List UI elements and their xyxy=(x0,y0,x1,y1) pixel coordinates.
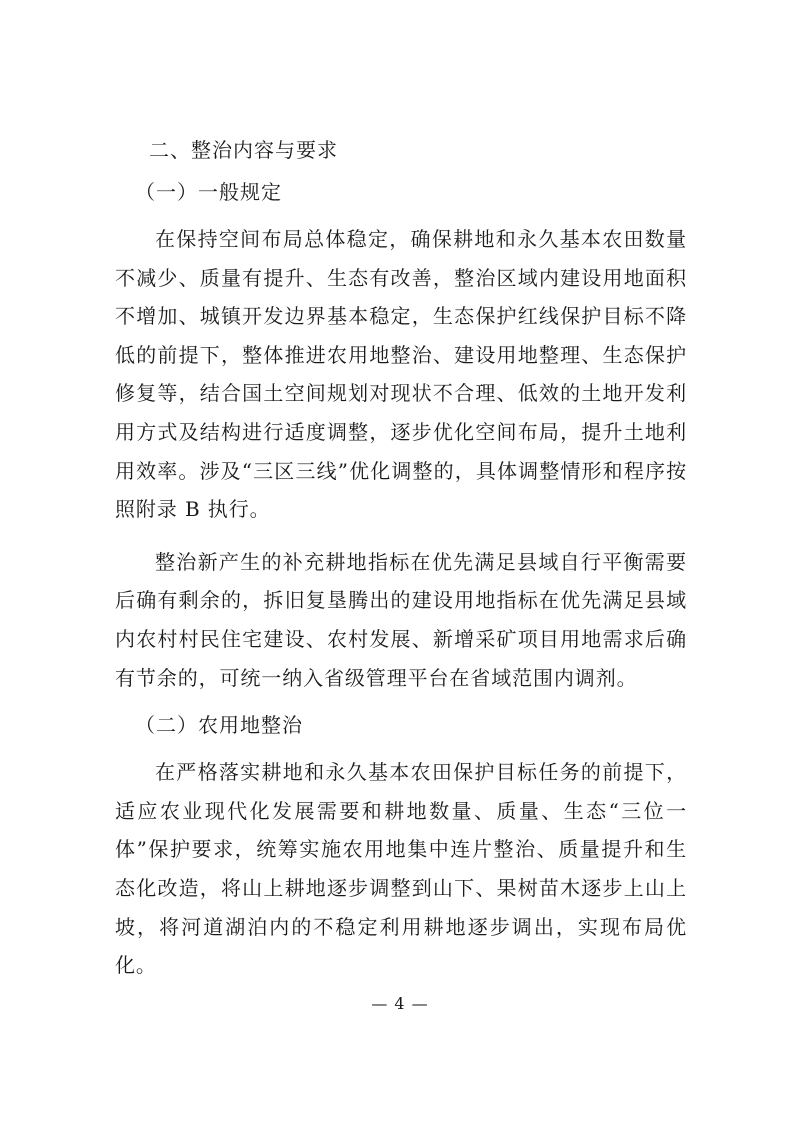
paragraph-gap xyxy=(115,529,687,543)
paragraph-general-2: 整治新产生的补充耕地指标在优先满足县域自行平衡需要后确有剩余的，拆旧复垦腾出的建设用地指标在优先满足县域内农村村民住宅建设、农村发展、新增采矿项目用地需求后确有节余的，可统一纳入省级管理平台在省域范围内调剂。 xyxy=(115,549,687,690)
section-title: 二、整治内容与要求 xyxy=(149,138,338,162)
paragraph-general-1: 在保持空间布局总体稳定，确保耕地和永久基本农田数量不减少、质量有提升、生态有改善，整治区域内建设用地面积不增加、城镇开发边界基本稳定，生态保护红线保护目标不降低的前提下，整体推进农用地整治、建设用地整理、生态保护修复等，结合国土空间规划对现状不合理、低效的土地开发利用方式及结构进行适度调整，逐步优化空间布局，提升土地利用效率。涉及“三区三线”优化调整的，具体调整情形和程序按照附录 B 执行。 xyxy=(115,227,687,522)
paragraph-gap xyxy=(115,697,687,711)
paragraph-farmland-1: 在严格落实耕地和永久基本农田保护目标任务的前提下，适应农业现代化发展需要和耕地数量、质量、生态“三位一体”保护要求，统筹实施农用地集中连片整治、质量提升和生态化改造，将山上耕地逐步调整到山下、果树苗木逐步上山上坡，将河道湖泊内的不稳定利用耕地逐步调出，实现布局优化。 xyxy=(115,760,687,978)
document-body xyxy=(115,136,687,985)
page-number: — 4 — xyxy=(371,994,429,1013)
subsection-title-general: （一）一般规定 xyxy=(135,180,282,204)
subsection-title-farmland: （二）农用地整治 xyxy=(135,713,303,738)
